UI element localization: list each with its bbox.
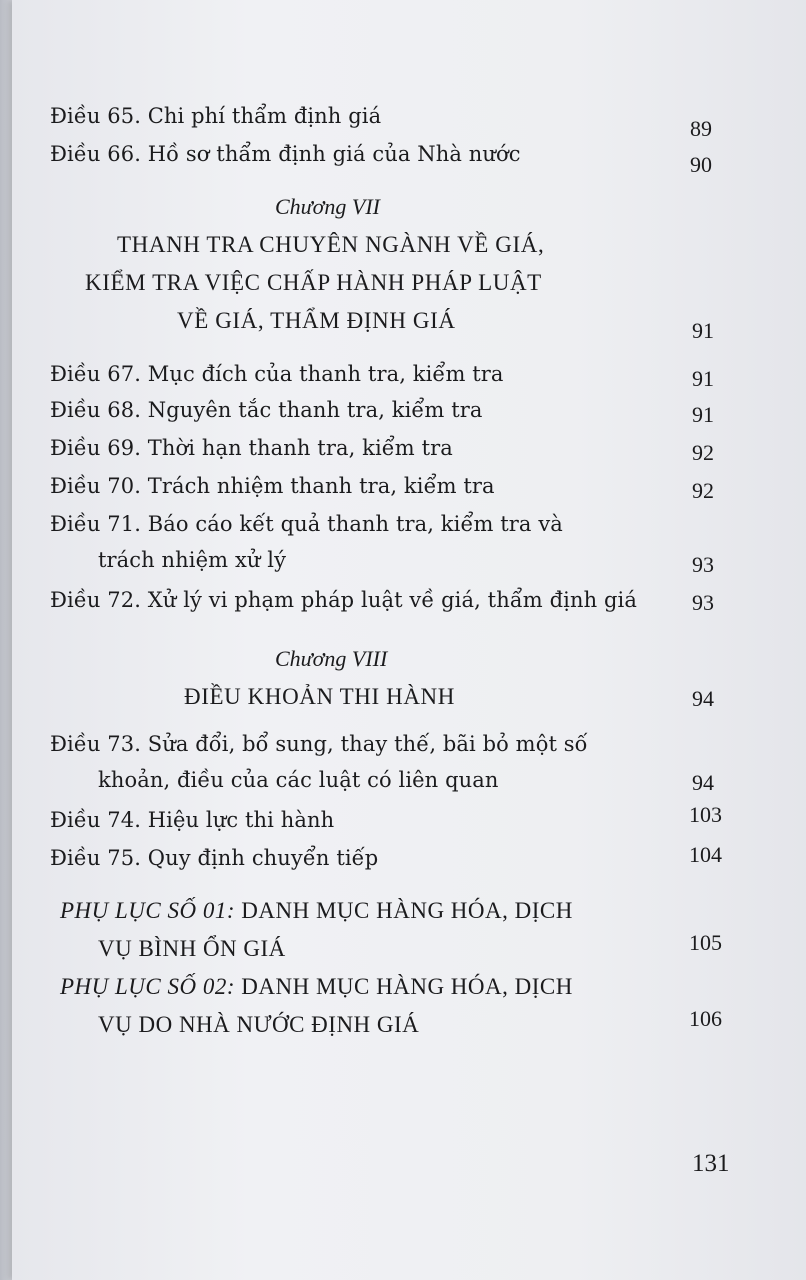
toc-entry-71-continuation: trách nhiệm xử lý (98, 548, 287, 572)
toc-page-65: 89 (690, 116, 712, 141)
appendix-1-label: PHỤ LỤC SỐ 01: (60, 898, 236, 923)
toc-entry-73-continuation: khoản, điều của các luật có liên quan (98, 768, 499, 792)
toc-entry-67: Điều 67. Mục đích của thanh tra, kiểm tra (50, 362, 504, 386)
toc-page-70: 92 (692, 478, 714, 503)
toc-entry-71: Điều 71. Báo cáo kết quả thanh tra, kiểm tra và (50, 512, 563, 536)
toc-entry-66: Điều 66. Hồ sơ thẩm định giá của Nhà nước (50, 142, 521, 166)
toc-page-69: 92 (692, 440, 714, 465)
appendix-1-title-line-1 (60, 898, 573, 924)
toc-page-73: 94 (692, 770, 714, 795)
appendix-1-page: 105 (689, 930, 722, 955)
chapter-8-label: Chương VIII (275, 646, 388, 671)
chapter-7-page: 91 (692, 318, 714, 343)
toc-entry-65: Điều 65. Chi phí thẩm định giá (50, 104, 382, 128)
appendix-2-title-line-1 (60, 974, 573, 1000)
chapter-7-title-line-1: THANH TRA CHUYÊN NGÀNH VỀ GIÁ, (117, 232, 545, 257)
toc-page-66: 90 (690, 152, 712, 177)
page-number: 131 (692, 1150, 730, 1177)
toc-page-72: 93 (692, 590, 714, 615)
chapter-8-page: 94 (692, 686, 714, 711)
table-of-contents (12, 0, 806, 1280)
toc-page-71: 93 (692, 552, 714, 577)
toc-entry-74: Điều 74. Hiệu lực thi hành (50, 808, 335, 832)
appendix-1-title: DANH MỤC HÀNG HÓA, DỊCH (241, 898, 573, 923)
appendix-2-title: DANH MỤC HÀNG HÓA, DỊCH (241, 974, 573, 999)
toc-page-68: 91 (692, 402, 714, 427)
appendix-2-title-line-2: VỤ DO NHÀ NƯỚC ĐỊNH GIÁ (98, 1012, 420, 1037)
toc-entry-70: Điều 70. Trách nhiệm thanh tra, kiểm tra (50, 474, 495, 498)
toc-entry-72: Điều 72. Xử lý vi phạm pháp luật về giá, thẩm định giá (50, 588, 637, 612)
chapter-8-title: ĐIỀU KHOẢN THI HÀNH (184, 684, 455, 709)
toc-entry-68: Điều 68. Nguyên tắc thanh tra, kiểm tra (50, 398, 483, 422)
toc-page-75: 104 (689, 842, 722, 867)
chapter-7-title-line-2: KIỂM TRA VIỆC CHẤP HÀNH PHÁP LUẬT (85, 270, 542, 295)
chapter-7-label: Chương VII (275, 194, 381, 219)
appendix-1-title-line-2: VỤ BÌNH ỔN GIÁ (98, 936, 286, 961)
book-page (12, 0, 806, 1280)
appendix-2-page: 106 (689, 1006, 722, 1031)
toc-page-74: 103 (689, 802, 722, 827)
toc-page-67: 91 (692, 366, 714, 391)
toc-entry-73: Điều 73. Sửa đổi, bổ sung, thay thế, bãi bỏ một số (50, 732, 588, 756)
book-spine-edge (0, 0, 12, 1280)
toc-entry-75: Điều 75. Quy định chuyển tiếp (50, 846, 379, 870)
appendix-2-label: PHỤ LỤC SỐ 02: (60, 974, 236, 999)
toc-entry-69: Điều 69. Thời hạn thanh tra, kiểm tra (50, 436, 453, 460)
chapter-7-title-line-3: VỀ GIÁ, THẨM ĐỊNH GIÁ (177, 308, 456, 333)
